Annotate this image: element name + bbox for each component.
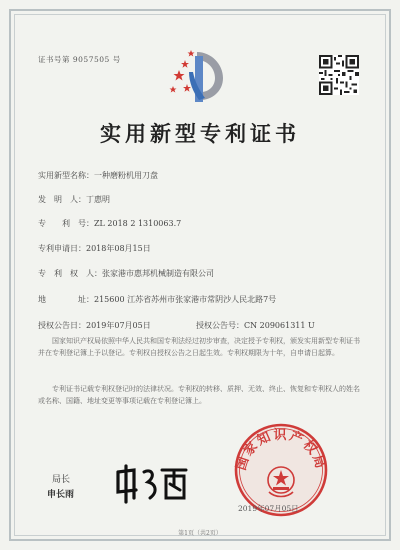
field-label: 专利申请日： (38, 244, 86, 253)
director-name: 申长雨 (47, 490, 75, 500)
field-label: 地 址： (38, 295, 94, 304)
document-title: 实用新型专利证书 (100, 121, 300, 146)
seal-text: 国家知识产权局 (233, 428, 329, 473)
field-utility-model-name (38, 170, 158, 181)
field-value: 丁惠明 (86, 195, 110, 204)
field-address (38, 294, 276, 305)
signature-icon (112, 458, 190, 506)
field-label: 实用新型名称： (38, 171, 94, 180)
field-value: 张家港市惠邦机械制造有限公司 (102, 269, 214, 278)
grant-date (38, 320, 151, 331)
field-label: 专 利 号： (38, 219, 94, 228)
field-patentee (38, 268, 214, 279)
certificate-paragraph-2: 专利证书记载专利权登记时的法律状况。专利权的转移、质押、无效、终止、恢复和专利权人的姓名或名称、国籍、地址变更等事项记载在专利登记簿上。 (38, 385, 360, 405)
grant-number-label: 授权公告号： (196, 321, 244, 330)
field-application-date (38, 243, 151, 254)
field-value: 215600 江苏省苏州市张家港市常阴沙人民北路7号 (94, 295, 277, 304)
page-footer: 第1页（共2页） (178, 530, 222, 537)
director-title: 局长 (52, 475, 71, 485)
grant-number (196, 320, 315, 331)
qr-code-icon (319, 55, 359, 95)
field-value: ZL 2018 2 1310063.7 (94, 219, 182, 228)
grant-date-label: 授权公告日： (38, 321, 86, 330)
field-value: 一种磨粉机用刀盘 (94, 171, 158, 180)
cert-no-label: 证书号第 (38, 55, 70, 64)
field-value: 2018年08月15日 (86, 244, 151, 253)
handwritten-signature (112, 458, 190, 506)
seal-date: 2019年07月05日 (238, 504, 299, 513)
patent-office-emblem-icon (165, 42, 235, 112)
field-inventor (38, 194, 110, 205)
field-patent-number (38, 218, 181, 229)
certificate-number (38, 54, 121, 65)
grant-date-value: 2019年07月05日 (86, 321, 151, 330)
field-label: 专 利 权 人： (38, 269, 102, 278)
field-label: 发 明 人： (38, 195, 86, 204)
cert-no-suffix: 号 (112, 55, 121, 64)
cert-no-value: 9057505 (72, 55, 110, 64)
grant-number-value: CN 209061311 U (244, 321, 315, 330)
certificate-paragraph-1: 国家知识产权局依照中华人民共和国专利法经过初步审查，决定授予专利权，颁发实用新型专利证书并在专利登记簿上予以登记。专利权自授权公告之日起生效。专利权期限为十年，自申请日起算。 (38, 337, 360, 357)
